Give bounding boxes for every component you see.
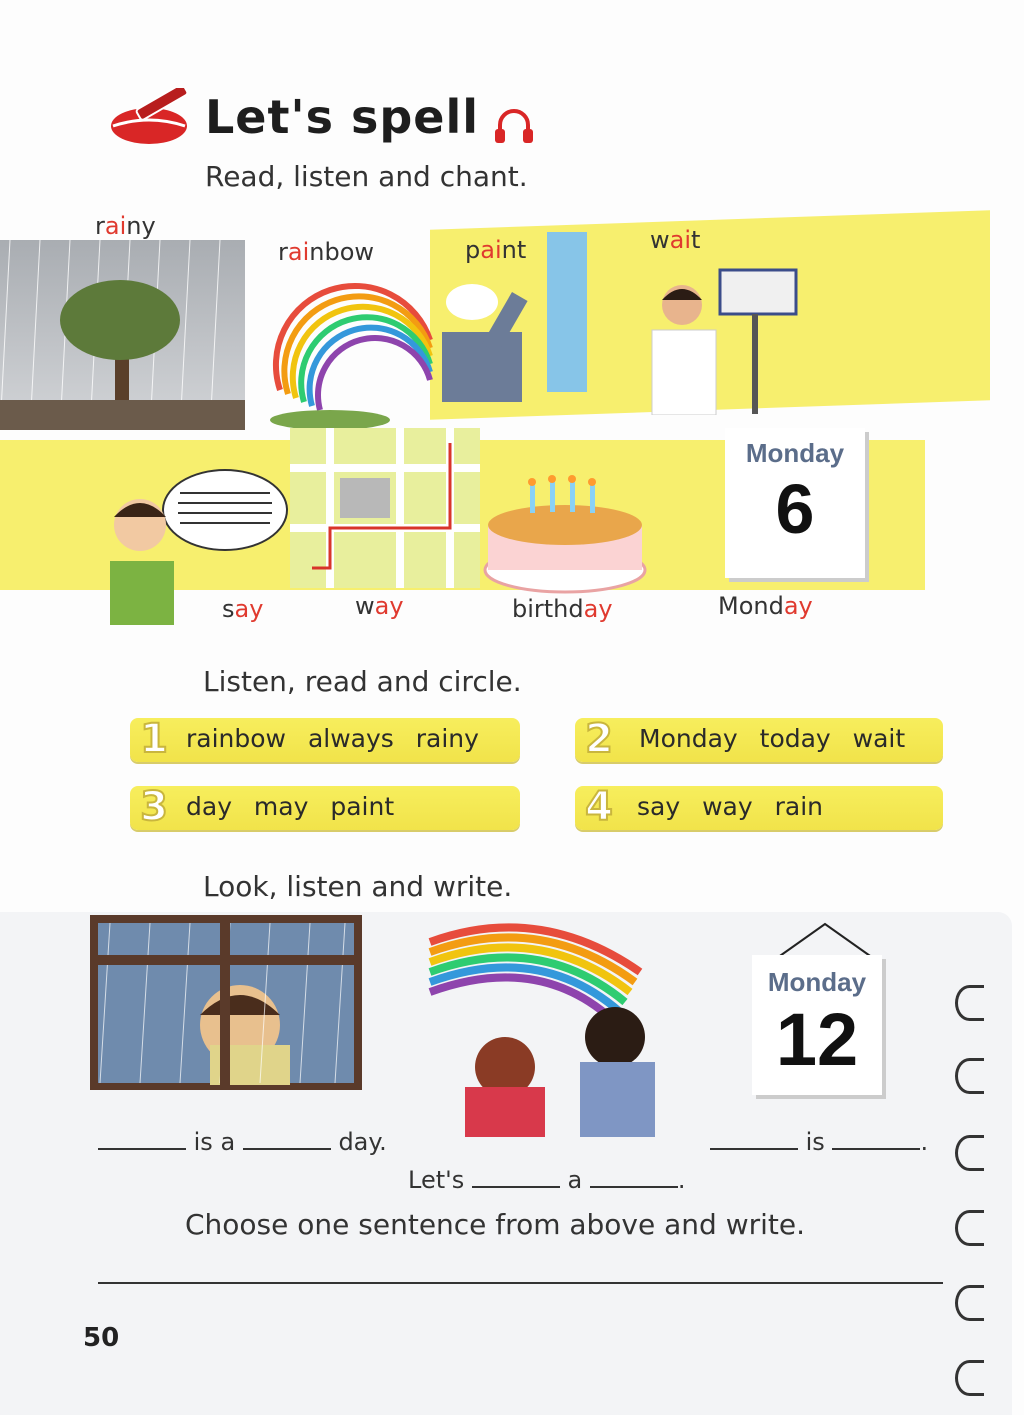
item-words[interactable]: say way rain <box>637 792 823 821</box>
word-monday: Monday <box>718 592 813 620</box>
word-paint: paint <box>465 236 527 264</box>
blank-field[interactable] <box>472 1184 560 1188</box>
birthday-cake-picture <box>480 470 650 600</box>
pencil-lips-icon <box>105 88 197 152</box>
word-rainy: rainy <box>95 212 156 240</box>
item-words[interactable]: rainbow always rainy <box>186 724 479 753</box>
binder-ring <box>955 1210 984 1246</box>
sentence-2: is . <box>710 1128 928 1156</box>
calendar-monday-12 <box>752 955 882 1095</box>
calendar-day: Monday <box>745 438 845 468</box>
binder-ring <box>955 1058 984 1094</box>
instruction-look-listen-write: Look, listen and write. <box>203 870 513 903</box>
map-picture <box>290 428 480 588</box>
instruction-read-listen-chant: Read, listen and chant. <box>205 160 528 193</box>
circle-item-4[interactable] <box>575 786 943 830</box>
calendar-date: 12 <box>775 998 859 1081</box>
headphones-icon[interactable] <box>492 103 536 147</box>
item-number: 1 <box>140 716 168 762</box>
page-number: 50 <box>83 1323 120 1353</box>
binder-ring <box>955 985 984 1021</box>
blank-field[interactable] <box>590 1184 678 1188</box>
blank-field[interactable] <box>98 1146 186 1150</box>
item-number: 2 <box>585 716 613 762</box>
waiting-man-picture <box>640 260 810 415</box>
binder-ring <box>955 1285 984 1321</box>
binder-ring <box>955 1360 984 1396</box>
circle-item-1[interactable] <box>130 718 520 762</box>
binder-ring <box>955 1135 984 1171</box>
word-say: say <box>222 595 264 623</box>
rainbow-picture <box>250 280 440 430</box>
page-title: Let's spell <box>205 90 480 144</box>
painting-rainbow-picture <box>420 912 670 1137</box>
calendar-monday-6 <box>725 428 865 578</box>
word-birthday: birthday <box>512 595 613 623</box>
rainy-window-picture <box>90 915 362 1090</box>
word-way: way <box>355 592 404 620</box>
calendar-date: 6 <box>775 470 815 548</box>
calendar-day: Monday <box>767 967 867 997</box>
blank-field[interactable] <box>710 1146 798 1150</box>
rainy-picture <box>0 240 245 430</box>
instruction-choose-sentence: Choose one sentence from above and write. <box>185 1208 806 1241</box>
sentence-1: is a day. <box>98 1128 387 1156</box>
circle-item-3[interactable] <box>130 786 520 830</box>
blank-field[interactable] <box>832 1146 920 1150</box>
circle-item-2[interactable] <box>575 718 943 762</box>
item-number: 4 <box>585 784 613 830</box>
word-rainbow: rainbow <box>278 238 375 266</box>
writing-line[interactable] <box>98 1282 943 1284</box>
speech-bubble-picture <box>100 465 300 625</box>
instruction-listen-read-circle: Listen, read and circle. <box>203 665 522 698</box>
item-number: 3 <box>140 784 168 830</box>
blank-field[interactable] <box>243 1146 331 1150</box>
hanging-string <box>775 920 875 960</box>
item-words[interactable]: Monday today wait <box>639 724 906 753</box>
sentence-3: Let's a . <box>408 1166 686 1194</box>
word-wait: wait <box>650 226 701 254</box>
item-words[interactable]: day may paint <box>186 792 395 821</box>
